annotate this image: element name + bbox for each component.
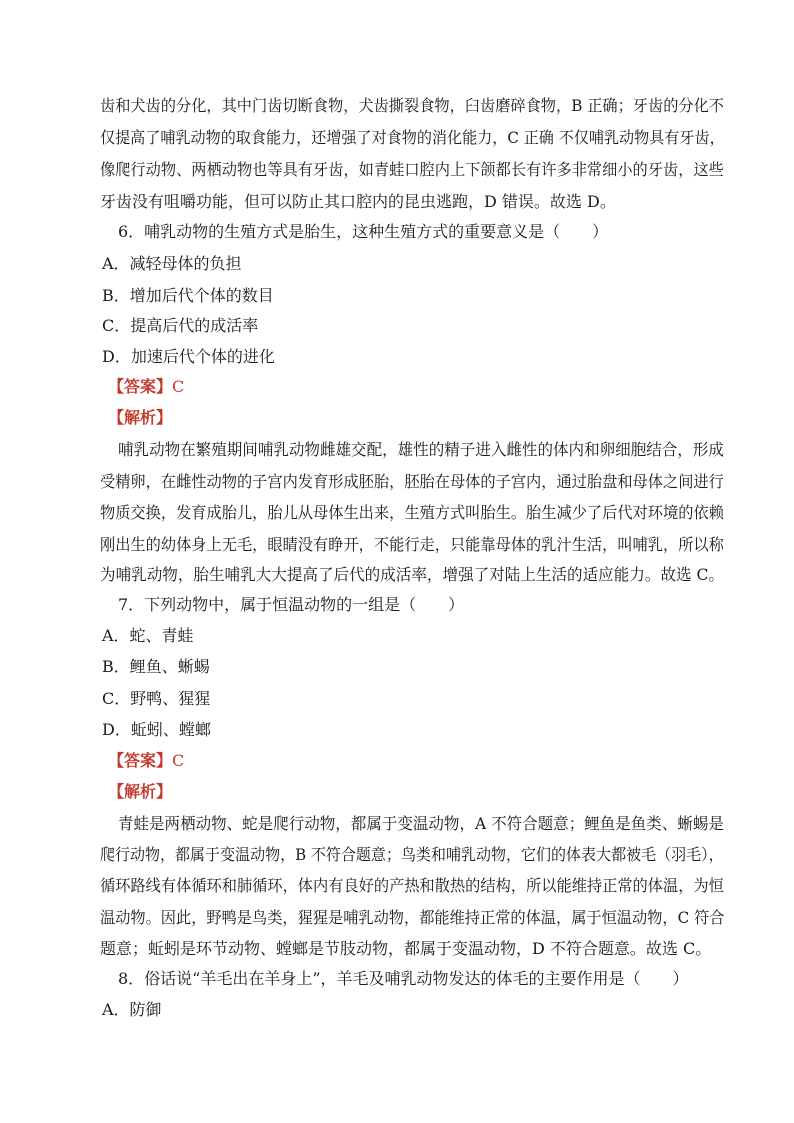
q7-option-d: D．蚯蚓、螳螂 <box>102 720 211 739</box>
q6-analysis-line: 为哺乳动物，胎生哺乳大大提高了后代的成活率，增强了对陆上生活的适应能力。故选 C。 <box>100 565 725 584</box>
answer-value: C <box>172 751 185 770</box>
paragraph-line: 牙齿没有咀嚼功能，但可以防止其口腔内的昆虫逃跑，D 错误。故选 D。 <box>100 192 616 211</box>
q6-option-d: D．加速后代个体的进化 <box>102 347 275 366</box>
q7-answer <box>108 751 184 771</box>
q8-option-a: A．防御 <box>102 1000 162 1019</box>
q7-analysis-line: 青蛙是两栖动物、蛇是爬行动物，都属于变温动物，A 不符合题意；鲤鱼是鱼类、蜥蜴是 <box>118 814 724 833</box>
q7-analysis-line: 爬行动物，都属于变温动物，B 不符合题意；鸟类和哺乳动物，它们的体表大都被毛（羽毛）， <box>100 845 724 864</box>
question-6: 6．哺乳动物的生殖方式是胎生，这种生殖方式的重要意义是（ ） <box>118 222 609 241</box>
q6-option-c: C．提高后代的成活率 <box>102 316 259 335</box>
analysis-label: 【解析】 <box>108 782 173 801</box>
q7-analysis-line: 题意；蚯蚓是环节动物、螳螂是节肢动物，都属于变温动物，D 不符合题意。故选 C。 <box>100 939 712 958</box>
answer-label: 【答案】 <box>108 751 173 770</box>
paragraph-line: 齿和犬齿的分化，其中门齿切断食物，犬齿撕裂食物，臼齿磨碎食物，B 正确；牙齿的分化不 <box>100 96 725 115</box>
q7-analysis-label <box>108 782 172 802</box>
question-8: 8．俗话说“羊毛出在羊身上”，羊毛及哺乳动物发达的体毛的主要作用是（ ） <box>118 969 689 988</box>
question-7: 7．下列动物中，属于恒温动物的一组是（ ） <box>118 595 465 614</box>
paragraph-line: 仅提高了哺乳动物的取食能力，还增强了对食物的消化能力，C 正确 不仅哺乳动物具有牙齿， <box>100 128 725 147</box>
q7-option-b: B．鲤鱼、蜥蜴 <box>102 657 210 676</box>
q6-analysis-line: 哺乳动物在繁殖期间哺乳动物雌雄交配，雄性的精子进入雌性的体内和卵细胞结合，形成 <box>118 440 724 459</box>
q6-option-a: A．减轻母体的负担 <box>102 254 242 273</box>
q6-analysis-line: 物质交换，发育成胎儿，胎儿从母体生出来，生殖方式叫胎生。胎生减少了后代对环境的依赖 <box>100 503 724 522</box>
q6-analysis-line: 受精卵，在雌性动物的子宫内发育形成胚胎，胚胎在母体的子宫内，通过胎盘和母体之间进行 <box>100 472 724 491</box>
q6-analysis-line: 刚出生的幼体身上无毛，眼睛没有睁开，不能行走，只能靠母体的乳汁生活，叫哺乳，所以称 <box>100 535 724 554</box>
q7-option-a: A．蛇、青蛙 <box>102 626 194 645</box>
q7-analysis-line: 循环路线有体循环和肺循环，体内有良好的产热和散热的结构，所以能维持正常的体温，为恒 <box>100 876 724 895</box>
q6-analysis-label <box>108 408 172 428</box>
q7-analysis-line: 温动物。因此，野鸭是鸟类，猩猩是哺乳动物，都能维持正常的体温，属于恒温动物，C 符合 <box>100 908 725 927</box>
q6-answer <box>108 377 184 397</box>
q7-option-c: C．野鸭、猩猩 <box>102 689 211 708</box>
q6-option-b: B．增加后代个体的数目 <box>102 286 274 305</box>
paragraph-line: 像爬行动物、两栖动物也等具有牙齿，如青蛙口腔内上下颌都长有许多非常细小的牙齿，这些 <box>100 160 724 179</box>
answer-label: 【答案】 <box>108 377 173 396</box>
answer-value: C <box>172 377 185 396</box>
analysis-label: 【解析】 <box>108 408 173 427</box>
